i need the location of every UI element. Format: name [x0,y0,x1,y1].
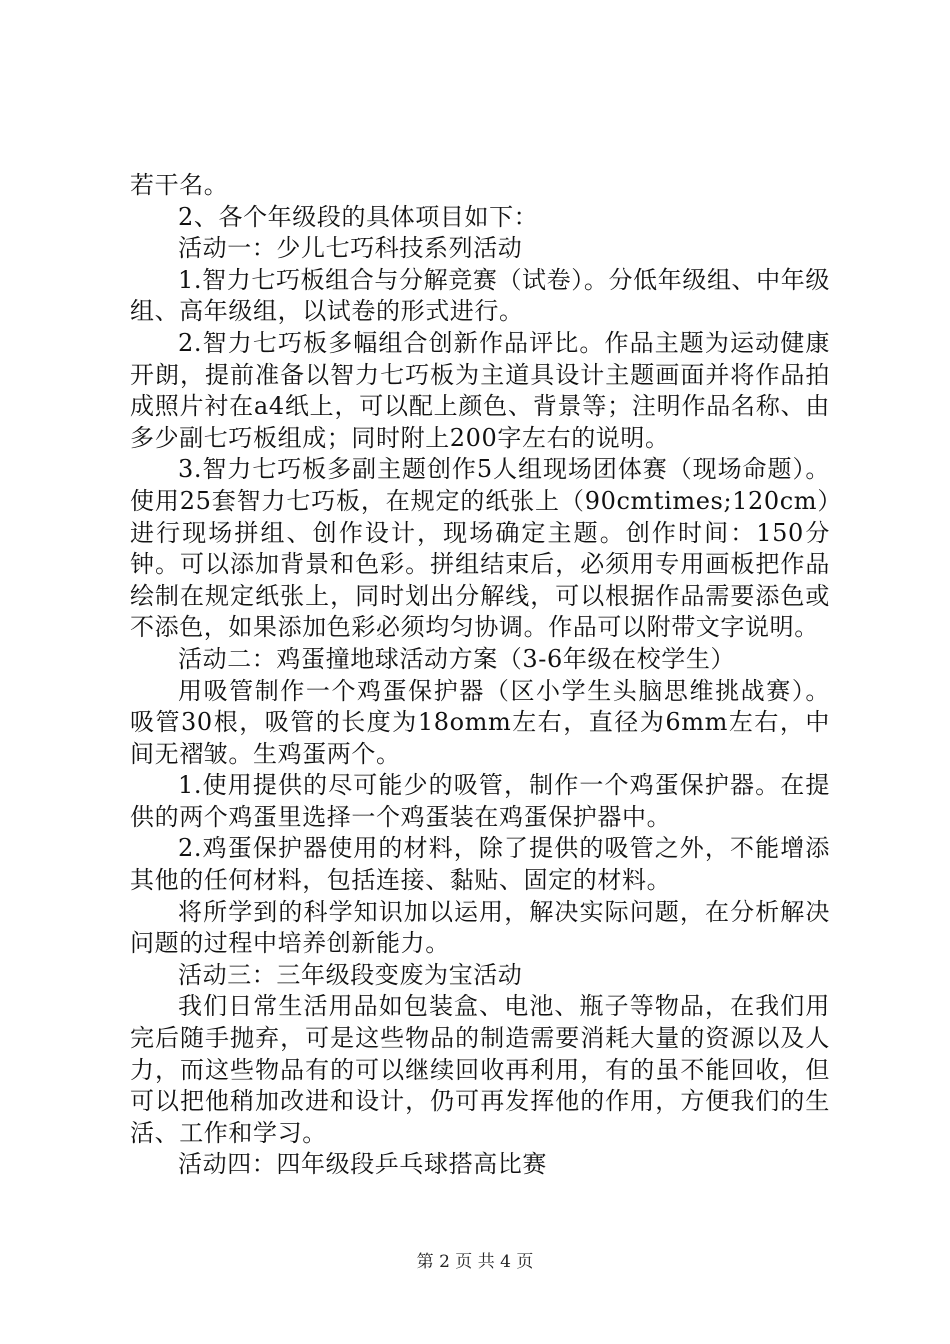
paragraph-activity-three-body: 我们日常生活用品如包装盒、电池、瓶子等物品，在我们用完后随手抛弃，可是这些物品的制造需要消耗大量的资源以及人力，而这些物品有的可以继续回收再利用，有的虽不能回收，但可以把他稍加改进和设计，仍可再发挥他的作用，方便我们的生活、工作和学习。 [130,992,830,1147]
paragraph-activity-one-item-1: 1.智力七巧板组合与分解竞赛（试卷）。分低年级组、中年级组、高年级组，以试卷的形式进行。 [130,265,830,326]
page-footer [0,1247,950,1272]
paragraph-activity-two-item-1: 1.使用提供的尽可能少的吸管，制作一个鸡蛋保护器。在提供的两个鸡蛋里选择一个鸡蛋装在鸡蛋保护器中。 [130,771,830,831]
paragraph-activity-one-item-2: 2.智力七巧板多幅组合创新作品评比。作品主题为运动健康开朗，提前准备以智力七巧板为主道具设计主题画面并将作品拍成照片衬在a4纸上，可以配上颜色、背景等；注明作品名称、由多少副七巧板组成；同时附上200字左右的说明。 [130,328,830,452]
paragraph-activity-one-item-3: 3.智力七巧板多副主题创作5人组现场团体赛（现场命题）。使用25套智力七巧板，在规定的纸张上（90cmtimes;120cm）进行现场拼组、创作设计，现场确定主题。创作时间：150分钟。可以添加背景和色彩。拼组结束后，必须用专用画板把作品绘制在规定纸张上，同时划出分解线，可以根据作品需要添色或不添色，如果添加色彩必须均匀协调。作品可以附带文字说明。 [130,455,830,642]
heading-activity-two: 活动二：鸡蛋撞地球活动方案（3-6年级在校学生） [178,644,736,673]
heading-activity-one: 活动一：少儿七巧科技系列活动 [178,234,523,263]
paragraph-continuation: 若干名。 [130,171,229,199]
paragraph-activity-two-item-2: 2.鸡蛋保护器使用的材料，除了提供的吸管之外，不能增添其他的任何材料，包括连接、黏贴、固定的材料。 [130,834,830,895]
document-body [130,170,830,1181]
page-number-label: 第 2 页 共 4 页 [416,1252,534,1272]
paragraph-activity-two-intro: 用吸管制作一个鸡蛋保护器（区小学生头脑思维挑战赛）。吸管30根，吸管的长度为18omm左右，直径为6mm左右，中间无褶皱。生鸡蛋两个。 [130,676,830,768]
heading-activity-four: 活动四：四年级段乒乓球搭高比赛 [178,1150,547,1179]
paragraph-project-intro: 2、各个年级段的具体项目如下： [178,202,539,231]
paragraph-activity-two-goal: 将所学到的科学知识加以运用，解决实际问题，在分析解决问题的过程中培养创新能力。 [130,897,830,958]
heading-activity-three: 活动三：三年级段变废为宝活动 [178,960,523,989]
